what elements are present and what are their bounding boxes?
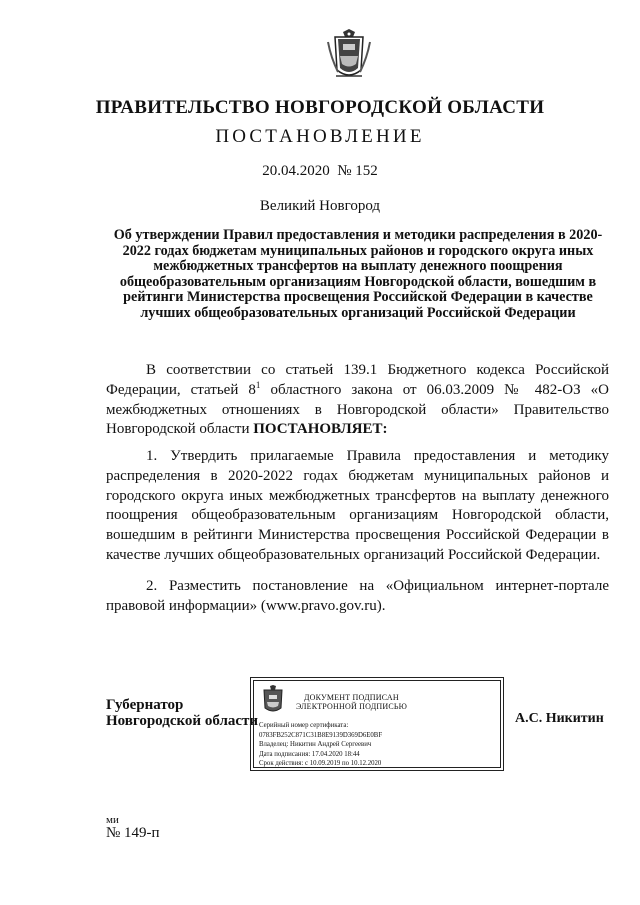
governor-title-line2: Новгородской области [106, 713, 259, 729]
electronic-signature-stamp [250, 677, 504, 771]
stamp-details [259, 721, 382, 769]
preamble-superscript: 1 [255, 379, 261, 390]
date-number-line: 20.04.2020 № 152 [262, 163, 378, 179]
governor-title [106, 697, 258, 729]
stamp-heading [296, 693, 496, 711]
coat-of-arms-icon [326, 28, 372, 84]
stamp-heading-line1: ДОКУМЕНТ ПОДПИСАН [304, 693, 399, 702]
stamp-emblem-icon [260, 685, 286, 715]
preamble-text: В соответствии со статьей 139.1 Бюджетного кодекса Российской Федерации, статьей 8 [106, 362, 609, 398]
document-type: ПОСТАНОВЛЕНИЕ [215, 126, 425, 147]
certificate-serial-label: Серийный номер сертификата: [259, 722, 349, 729]
signer-name: А.С. Никитин [515, 711, 604, 726]
stamp-heading-line2: ЭЛЕКТРОННОЙ ПОДПИСЬЮ [296, 702, 408, 711]
signing-date: Дата подписания: 17.04.2020 18:44 [259, 750, 360, 758]
registration-number: № 149-п [106, 825, 160, 841]
preamble-text-cont: областного закона от 06.03.2009 № 482-ОЗ «О межбюджетных отношениях в Новгородской области» Правительство Новгородской области [106, 381, 609, 438]
document-title: Об утверждении Правил предоставления и методики распределения в 2020-2022 годах бюджетам муниципальных районов и городского округа иных межбюджетных трансфертов на выплату денежного поощрения общеобразовательным организациям Новгородской области, вошедшим в рейтинги Министерства просвещения Российской Федерации в качестве лучших общеобразовательных организаций Российской Федерации [113, 227, 603, 321]
paragraph-2: 2. Разместить постановление на «Официальном интернет-портале правовой информации» (www.pravo.gov.ru). [106, 578, 609, 614]
executor-initials: ми [106, 814, 119, 826]
certificate-serial-value: 0783FB252C871C31B8E9139D369D6E0BF [259, 731, 383, 739]
certificate-validity: Срок действия: с 10.09.2019 по 10.12.2020 [259, 760, 382, 768]
government-name: ПРАВИТЕЛЬСТВО НОВГОРОДСКОЙ ОБЛАСТИ [95, 97, 545, 118]
certificate-owner: Владелец: Никитин Андрей Сергеевич [259, 741, 372, 749]
preamble-paragraph [106, 361, 609, 440]
city-name: Великий Новгород [259, 198, 381, 214]
decree-keyword: ПОСТАНОВЛЯЕТ: [253, 421, 388, 438]
paragraph-1: 1. Утвердить прилагаемые Правила предоставления и методику распределения в 2020-2022 годах бюджетам муниципальных районов и городского округа иных межбюджетных трансфертов на выплату денежного поощрения общеобразовательным организациям Новгородской области, вошедшим в рейтинги Министерства просвещения Российской Федерации в качестве лучших общеобразовательных организаций Российской Федерации. [106, 448, 609, 563]
document-code [106, 815, 160, 841]
governor-title-line1: Губернатор [106, 697, 184, 713]
